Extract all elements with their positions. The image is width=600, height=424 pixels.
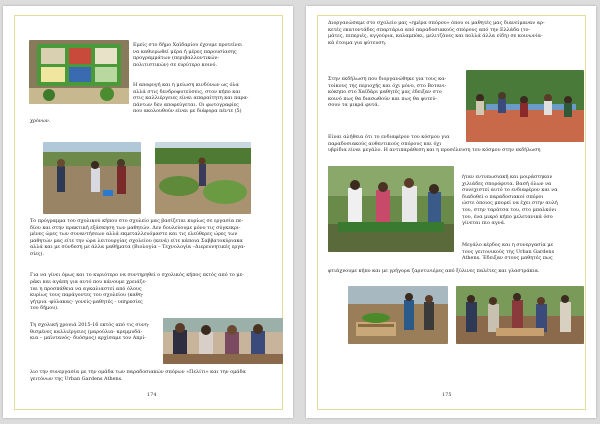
text-line: του δήμου).: [30, 305, 59, 312]
photo-students-watering: [43, 142, 141, 214]
text-line: σίες).: [30, 250, 44, 257]
text-block-cooperation: [30, 369, 282, 382]
text-line: κια – μαϊντανός- δυόσμος) αρχίσαμε τον Απρί-: [30, 335, 146, 342]
text-line: προγραμμάτων (περιβαλλοντικών-: [133, 55, 220, 62]
text-line: κά έτοιμα για φύτευση.: [328, 39, 387, 46]
text-line: λιο την συνεργασία με την ομάδα των παραδοσιακών σπόρων «Πελίτι» και την ομάδα: [30, 369, 246, 375]
text-block-interest: [328, 134, 586, 154]
text-block-event: [328, 76, 462, 109]
text-block-interest-cont: [462, 174, 586, 227]
text-line: υβρίδια είναι μεγάλο. Η αντιπαράθεση και η προσέλευση του κόσμου στην εκδήλωση: [328, 147, 541, 154]
text-block-maintenance: [30, 279, 160, 312]
text-line: φτιάχνουμε κήπο και με γρήγορα ζαρντινιέρες από ξύλινες παλέτες και γλαστράκια.: [328, 268, 540, 274]
text-line: θισμένες καλλιέργειες (μαρούλια- κρεμμυδά-: [30, 328, 143, 335]
text-block-program: [30, 218, 282, 258]
text-line: μένες ώρες των συναντήσεων αλλά εκμεταλλευόμαστε και τις ελεύθερες ώρες των: [30, 231, 238, 238]
text-line: γήτρια -φύλακας- γονείς-μαθητές - υπηρεσίες: [30, 298, 143, 305]
text-line: κυρίως τους παράγοντες του σχολείου (καθη-: [30, 292, 144, 299]
text-line: γειτόνων της Urban Gardens Athens.: [30, 375, 123, 382]
text-line: Είναι αλήθεια ότι το ενδιαφέρον του κόσμου για: [328, 134, 450, 140]
photo-pallet-planters: [348, 286, 448, 344]
text-line: μαθητών μας είτε την ώρα λειτουργίας σχολείου (κενά) είτε κάποια Σαββατοκύριακα: [30, 237, 243, 244]
text-line: Το πρόγραμμα του σχολικού κήπου στο σχολείο μας βασίζεται κυρίως σε εργασία πε-: [30, 218, 244, 224]
text-line: δίου και στην πρακτική εξάσκηση των μαθητών. Δεν δουλεύουμε μόνο τις σύγκεκρι-: [30, 224, 241, 231]
text-line: κοινό πως θα διασωθούν και πως θα φυτεύ-: [328, 95, 437, 102]
text-line: Athens. Έδειξαν στους μαθητές πως: [462, 255, 553, 262]
photo-garden-beds: [155, 142, 251, 214]
text-line: τους γειτονικούς της Urban Gardens: [462, 248, 555, 255]
text-line: πολιτιστικών) σε ευρύτερο κοινό.: [133, 61, 218, 68]
text-line: διαδοθεί ο παραδοσιακοί σπόροι: [462, 193, 544, 200]
text-line: πάντων δεν αποφεύγεται. Οι φωτογραφίες: [133, 101, 239, 108]
text-line: ήταν εντυπωσιακή και μοιράστηκαν: [462, 174, 553, 180]
text-line: τοίκους της περιοχής και όχι μόνο, στο Βοτανι-: [328, 82, 447, 89]
text-line: συνεχιστεί αυτό το ενδιαφέρον και να: [462, 187, 558, 194]
text-line: Μεγάλο κέρδος και η συνεργασία με: [462, 242, 554, 248]
text-line: Για να γίνει όμως και το κυριότερο να συντηρηθεί ο σχολικός κήπος εκτός από το με-: [30, 272, 244, 278]
text-line: αλλά και με σύνδεση με άλλα μαθήματα (Βιολογία – Τεχνολογία –Διερευνητικές εργα-: [30, 244, 246, 251]
text-line: Τη σχολική χρονιά 2015-16 εκτός από τις συνη-: [30, 322, 150, 328]
right-page: [306, 6, 596, 418]
text-line: χιλιάδες σπορόφυτα. Βασή όλων να: [462, 180, 552, 187]
text-line: μάτες, πιπεριές, αγγούρια, καλαμπόκι, μελιτζάνες και πολλά άλλα είδη) σε κοινωνία-: [328, 33, 543, 40]
text-line-maintenance-head: [30, 272, 282, 279]
text-line: ράκι και αγάπη για αυτό που κάνουμε χρειάζε-: [30, 279, 147, 285]
text-line: σουν τα μικρά φυτά.: [328, 102, 380, 109]
photo-students-building: [456, 286, 584, 344]
text-line: που ακολουθούν είναι με διάφορα πέντε (5): [133, 108, 242, 115]
photo-garden-poster: [29, 40, 129, 104]
text-line: κόκηπο στο Χαϊδάρι μαθητές μας έδειξαν στο: [328, 89, 442, 96]
text-line-years: [30, 118, 90, 125]
photo-students-classroom: [163, 318, 283, 364]
text-line: Η αποφυγή και η μείωση κινδύνων ως όλα: [133, 82, 239, 88]
left-page: [3, 6, 293, 418]
text-line: Στην εκδήλωση που διοργανώθηκε για τους κα-: [328, 76, 447, 82]
text-line: Εμείς στο δήμο Χαϊδαρίου έχουμε προτείνει: [133, 42, 243, 48]
page-number: 174: [147, 392, 157, 398]
text-line: ται η προσπάθεια να αγκαλιαστεί από όλους: [30, 285, 142, 292]
text-line: γίνεται πιο αγνά.: [462, 220, 506, 227]
text-line: αλλά στις δενδροφυτεύσεις, στον κήπο και: [133, 88, 241, 95]
text-line: του, στην ταράτσα του, στο μπαλκόνι: [462, 206, 557, 213]
text-block-seed-day: [328, 20, 586, 46]
text-block-intro: [133, 42, 279, 68]
text-line: Διοργανώσαμε στο σχολείο μας «ημέρα σπόρου» όπου οι μαθητές μας διανείμαναν αρ-: [328, 20, 545, 26]
text-line-pallets: [328, 268, 586, 275]
text-block-urban-gardens: [462, 242, 586, 262]
text-block-schoolyear: [30, 322, 160, 342]
text-line: του, ένα μικρό κήπο μελετανικά όσο: [462, 213, 553, 220]
text-line: χρόνων.: [30, 118, 51, 124]
text-block-safety: [133, 82, 279, 115]
photo-seedling-table: [328, 166, 454, 252]
text-line: στις καλλιέργειες είναι απαραίτητη και παρα-: [133, 95, 249, 102]
text-line: παραδοσιακούς αυθεντικούς σπόρους και όχι: [328, 140, 442, 147]
photo-seed-day-crowd: [466, 70, 584, 142]
text-line: να καθιερωθεί μέρα ή μέρες παρουσίασης: [133, 48, 237, 55]
text-line: κετές εκατοντάδες σπαρτάρια από παραδοσιακούς σπόρους από την Ελλάδα (το-: [328, 26, 531, 33]
page-number: 175: [442, 392, 452, 398]
text-line: ώστε όποιος μπορεί να έχει στην αυλή: [462, 200, 558, 207]
